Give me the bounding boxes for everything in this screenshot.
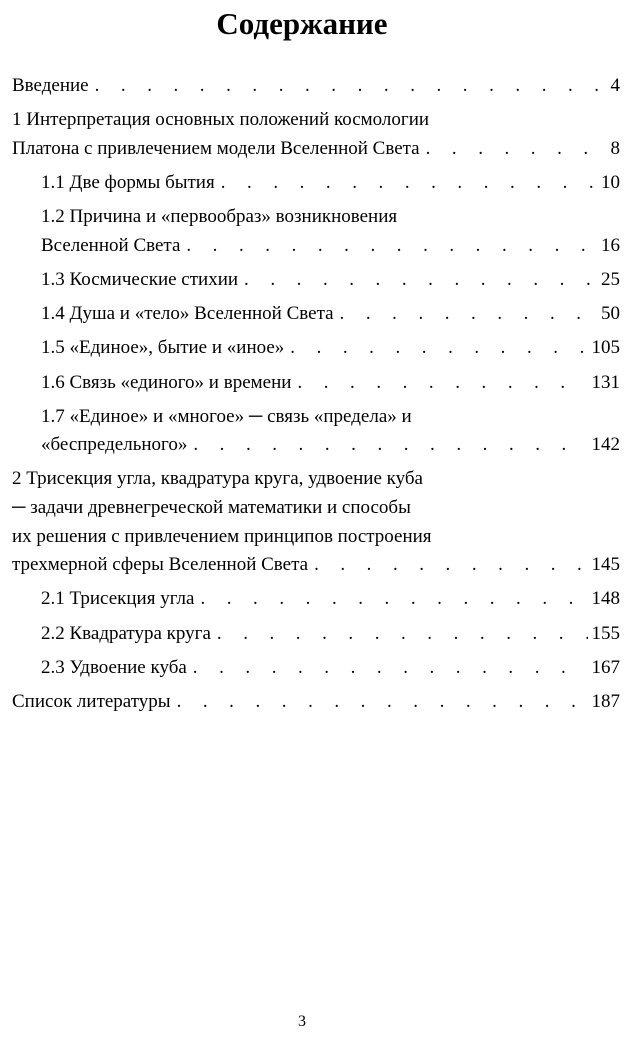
page-number: 3 bbox=[298, 1013, 306, 1030]
dot-leader bbox=[221, 169, 597, 198]
dot-leader bbox=[95, 72, 602, 101]
toc-entry-page: 8 bbox=[610, 137, 620, 159]
page-title: Содержание bbox=[216, 6, 388, 41]
toc-entry-last-line bbox=[12, 72, 620, 101]
toc-entry-last-line bbox=[41, 334, 620, 363]
dot-leader bbox=[177, 688, 588, 717]
toc-entry-title: Введение bbox=[12, 75, 89, 96]
toc-entry-page: 145 bbox=[591, 554, 620, 576]
toc-entry-title: Вселенной Света bbox=[41, 234, 181, 256]
toc-entry[interactable] bbox=[12, 169, 620, 198]
toc-entry-title-line: 2 Трисекция угла, квадратура круга, удвоение куба bbox=[12, 468, 423, 490]
toc-entry-title-line: ─ задачи древнегреческой математики и способы bbox=[12, 497, 411, 519]
toc-entry[interactable] bbox=[12, 300, 620, 329]
toc-entry-page: 155 bbox=[591, 622, 620, 644]
toc-entry[interactable] bbox=[12, 369, 620, 398]
toc-entry-last-line bbox=[41, 232, 620, 261]
toc-entry-title: 1.4 Душа и «тело» Вселенной Света bbox=[41, 303, 334, 325]
toc-entry-title: 2.2 Квадратура круга bbox=[41, 622, 211, 644]
toc-entry[interactable] bbox=[12, 334, 620, 363]
dot-leader bbox=[340, 300, 597, 329]
toc-entry-last-line bbox=[41, 300, 620, 329]
toc-entry-last-line bbox=[41, 266, 620, 295]
toc-entry-title: 1.6 Связь «единого» и времени bbox=[41, 371, 292, 393]
toc-entry-page: 142 bbox=[591, 434, 620, 456]
toc-entry-title: 2.1 Трисекция угла bbox=[41, 588, 195, 610]
dot-leader bbox=[297, 369, 587, 398]
dot-leader bbox=[217, 620, 588, 649]
toc-entry-title: «беспредельного» bbox=[41, 434, 188, 456]
toc-entry-page: 16 bbox=[601, 234, 620, 256]
toc-entry-page: 105 bbox=[591, 337, 620, 359]
toc-entry-title: 2.3 Удвоение куба bbox=[41, 656, 187, 678]
toc-entry[interactable] bbox=[12, 106, 620, 163]
toc-entry-page: 50 bbox=[601, 303, 620, 325]
toc-entry-last-line bbox=[41, 620, 620, 649]
toc-entry-page: 167 bbox=[591, 656, 620, 678]
dot-leader bbox=[186, 232, 597, 261]
dot-leader bbox=[193, 431, 587, 460]
toc-entry-page: 148 bbox=[591, 588, 620, 610]
toc-entry-title: 1.1 Две формы бытия bbox=[41, 171, 215, 193]
toc-entry-page: 4 bbox=[610, 75, 620, 96]
dot-leader bbox=[290, 334, 587, 363]
toc-entry-title: 1.3 Космические стихии bbox=[41, 268, 239, 290]
toc-entry-page: 131 bbox=[591, 371, 620, 393]
toc-entry[interactable] bbox=[12, 465, 620, 579]
toc-entry-last-line bbox=[12, 135, 620, 164]
toc-entry[interactable] bbox=[12, 403, 620, 460]
toc-entry[interactable] bbox=[12, 72, 620, 101]
toc-entry[interactable] bbox=[12, 654, 620, 683]
toc-entry[interactable] bbox=[12, 585, 620, 614]
toc-entry-last-line bbox=[41, 369, 620, 398]
toc-entry-title: трехмерной сферы Вселенной Света bbox=[12, 554, 309, 576]
toc-entry[interactable] bbox=[12, 266, 620, 295]
toc-entry-title: Платона с привлечением модели Вселенной Света bbox=[12, 137, 420, 159]
toc-entry-title-line: их решения с привлечением принципов построения bbox=[12, 525, 432, 547]
dot-leader bbox=[314, 551, 587, 580]
dot-leader bbox=[200, 585, 587, 614]
toc-entry-last-line bbox=[41, 169, 620, 198]
toc-entry-title-line: 1.2 Причина и «первообраз» возникновения bbox=[41, 206, 398, 228]
toc-entry[interactable] bbox=[12, 688, 620, 717]
toc-entry-last-line bbox=[41, 654, 620, 683]
toc-entry-title: Список литературы bbox=[12, 691, 171, 712]
toc-entry-page: 187 bbox=[591, 691, 620, 712]
toc-entry-last-line bbox=[12, 688, 620, 717]
toc-entry-page: 10 bbox=[601, 171, 620, 193]
toc-entry-page: 25 bbox=[601, 268, 620, 290]
toc-entry-title-line: 1.7 «Единое» и «многое» ─ связь «предела» и bbox=[41, 405, 412, 427]
toc-entry-title: 1.5 «Единое», бытие и «иное» bbox=[41, 337, 285, 359]
dot-leader bbox=[426, 135, 602, 164]
dot-leader bbox=[244, 266, 597, 295]
dot-leader bbox=[193, 654, 588, 683]
toc-entry-last-line bbox=[41, 431, 620, 460]
toc-entry-last-line bbox=[41, 585, 620, 614]
toc-entry-last-line bbox=[12, 551, 620, 580]
table-of-contents bbox=[12, 72, 620, 722]
toc-entry-title-line: 1 Интерпретация основных положений космологии bbox=[12, 109, 430, 131]
toc-entry[interactable] bbox=[12, 620, 620, 649]
toc-entry[interactable] bbox=[12, 203, 620, 260]
